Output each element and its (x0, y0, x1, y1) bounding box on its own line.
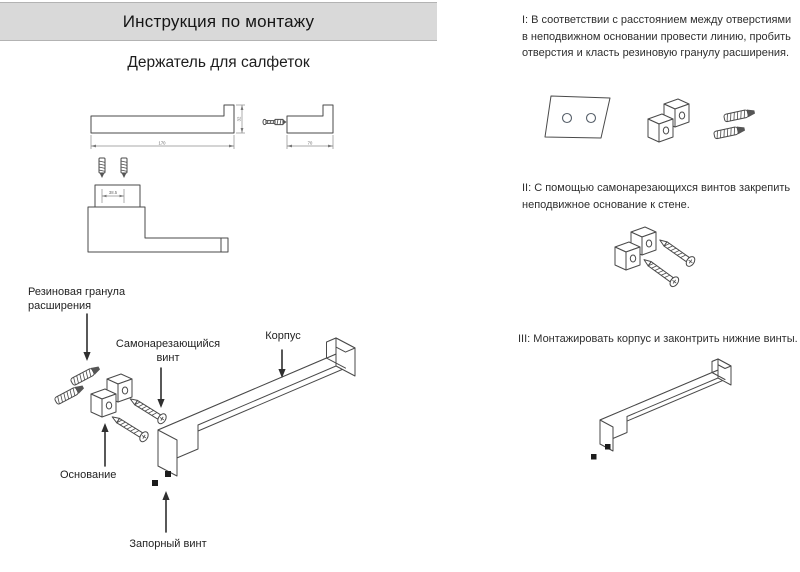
wall-plate (545, 96, 610, 138)
step-1-text: I: В соответствии с расстоянием между отверстиями в неподвижном основании провести линию, пробить отверстия и класть резиновую гранулу расширения. (522, 14, 792, 59)
exploded-view-drawing (30, 280, 390, 572)
front-length-dim: 170 (158, 140, 166, 146)
page-title: Инструкция по монтажу (122, 11, 315, 31)
exploded-base (91, 374, 132, 417)
assembled-holder (600, 359, 731, 451)
front-view-outline (91, 105, 234, 133)
label-base: Основание (60, 469, 117, 481)
step1-base (648, 99, 689, 142)
step-3-text: III: Монтажировать корпус и законтрить нижние винты. (518, 333, 798, 345)
step-2-text: II: С помощью самонарезающихся винтов закрепить неподвижное основание к стене. (522, 182, 791, 211)
top-view-drawing (78, 152, 256, 267)
step1-anchors (714, 108, 756, 139)
side-view-outline (287, 105, 333, 133)
label-rubber-plug: Резиновая гранула расширения (28, 286, 126, 313)
front-view-drawing (85, 96, 263, 158)
step-2-illustration (585, 220, 750, 320)
page-subtitle: Держатель для салфеток (127, 54, 310, 71)
label-locking-screw: Запорный винт (129, 538, 207, 550)
top-view-anchors (99, 158, 127, 178)
title-band (0, 2, 437, 41)
label-body: Корпус (265, 330, 301, 342)
label-self-tapping-screw: Самонарезающийся винт (115, 338, 221, 365)
side-depth-dim: 70 (307, 140, 313, 146)
side-view-drawing (262, 96, 344, 158)
exploded-locking-screws (152, 471, 171, 486)
step-1-illustration (528, 88, 793, 183)
side-view-screw (263, 119, 287, 124)
step-3-illustration (565, 345, 775, 505)
step3-locking-screws (591, 444, 611, 460)
hole-spacing-dim: 38.5 (108, 190, 118, 196)
front-height-dim: 32 (236, 116, 242, 122)
side-view-dimensions (287, 135, 333, 149)
